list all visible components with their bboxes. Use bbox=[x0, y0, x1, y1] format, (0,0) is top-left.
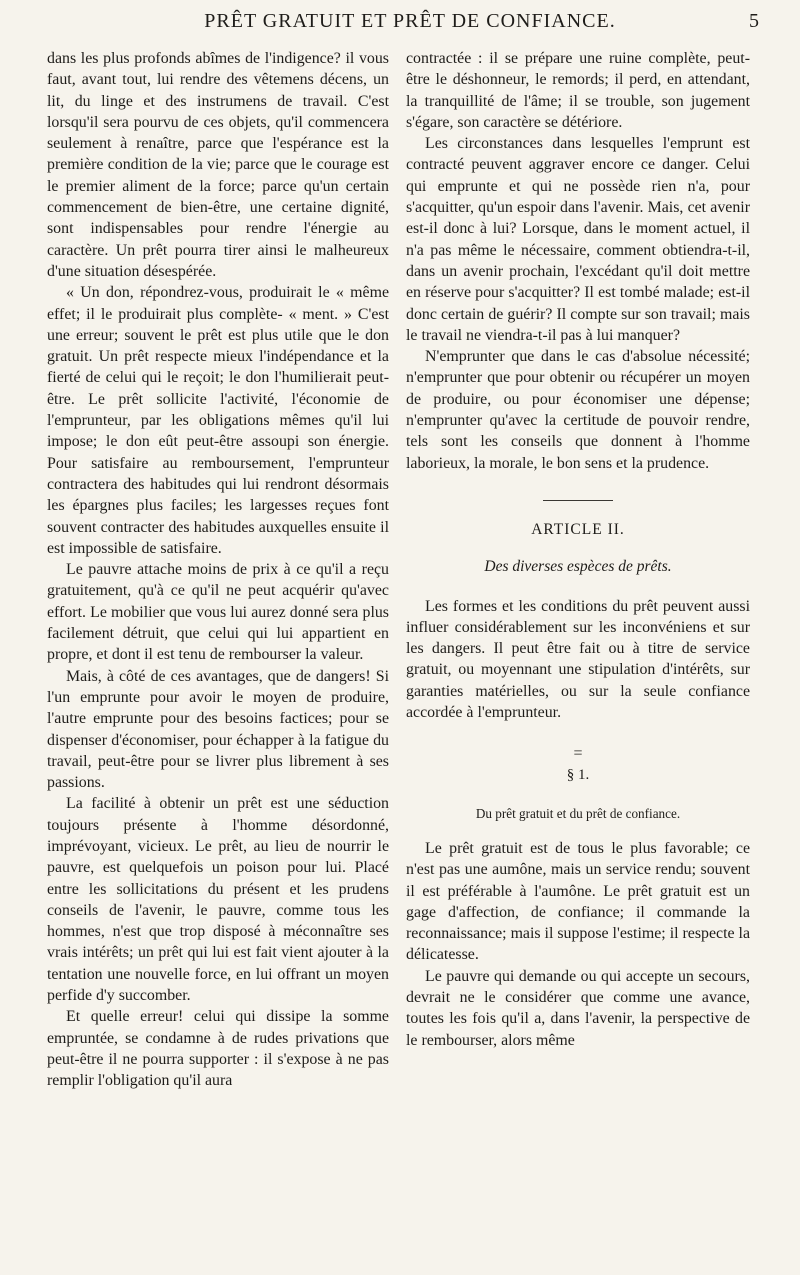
paragraph: N'emprunter que dans le cas d'absolue nécessité; n'emprunter que pour obtenir ou récupérer un moyen de produire, ou pour économiser une dépense; n'emprunter qu'avec la certitude de pouvoir rendre, tels sont les conseils que donnent à l'homme laborieux, la morale, le bon sens et la prudence. bbox=[406, 348, 750, 472]
article-title: ARTICLE II. bbox=[531, 520, 625, 538]
page-number: 5 bbox=[749, 10, 760, 32]
paragraph: La facilité à obtenir un prêt est une séduction toujours présente à l'homme désordonné, imprévoyant, vicieux. Le prêt, au lieu de nourrir le pauvre, est quelquefois un poison pour lui. Placé entre les sollicitations du présent et les prudens conseils de l'avenir, le pauvre, comme tous les hommes, n'est que trop disposé à méconnaître ses vrais intérêts; un prêt qui lui est fait vient ajouter à la tentation une nouvelle force, en lui offrant un moyen perfide d'y succomber. bbox=[47, 795, 389, 1005]
section-divider bbox=[543, 500, 613, 501]
paragraph: « Un don, répondrez-vous, produirait le « même effet; il le produirait plus complète- « ment. » C'est une erreur; souvent le prêt est plus utile que le don gratuit. Un prêt respecte mieux l'indépendance et la fierté de celui qui le reçoit; le don l'humilierait peut-être. Le prêt sollicite l'activité, l'économie de l'emprunteur, par les obligations mêmes qu'il lui impose; le don eût peut-être assoupi son énergie. Pour satisfaire au remboursement, l'emprunteur contractera des habitudes qui lui rendront désormais les épargnes plus faciles; les largesses reçues font souvent contracter des habitudes auxquelles ensuite il est impossible de satisfaire. bbox=[47, 284, 389, 557]
paragraph: Le pauvre qui demande ou qui accepte un secours, devrait ne le considérer que comme une avance, toutes les fois qu'il a, dans l'avenir, la perspective de le rembourser, alors même bbox=[406, 967, 750, 1049]
paragraph: Et quelle erreur! celui qui dissipe la somme empruntée, se condamne à de rudes privations que peut-être il ne pourra supporter : il s'expose à ne pas remplir l'obligation qu'il aura bbox=[47, 1008, 389, 1090]
running-title: PRÊT GRATUIT ET PRÊT DE CONFIANCE. bbox=[204, 10, 616, 32]
left-column bbox=[47, 48, 389, 1092]
paragraph: Mais, à côté de ces avantages, que de dangers! Si l'un emprunte pour avoir le moyen de produire, l'autre emprunte pour des besoins factices; pour se dispenser d'économiser, pour échapper à la fatigue du travail, peut-être pour se livrer plus librement à ses passions. bbox=[47, 667, 389, 792]
paragraph: dans les plus profonds abîmes de l'indigence? il vous faut, avant tout, lui rendre des vêtemens décens, un lit, du linge et des instrumens de travail. C'est lorsqu'il sera pourvu de ces objets, qu'il commencera seulement à renaître, parce que l'espérance est la première condition de la vie; parce que le courage est le premier aliment de la force; parce qu'un certain commencement de bien-être, une certaine dignité, sont indispensables pour rendre l'énergie au caractère. Un prêt pourra tirer ainsi le malheureux d'une situation désespérée. bbox=[47, 50, 389, 280]
running-header bbox=[60, 10, 760, 40]
article-subtitle: Des diverses espèces de prêts. bbox=[484, 558, 672, 576]
right-column bbox=[406, 48, 750, 1051]
paragraph: Le prêt gratuit est de tous le plus favorable; ce n'est pas une aumône, mais un service rendu; souvent il est préférable à l'aumône. Le prêt gratuit est un gage d'affection, de confiance; il commande la reconnaissance; mais il suppose l'estime; il respecte la délicatesse. bbox=[406, 839, 750, 964]
section-mark: § 1. bbox=[566, 767, 590, 784]
section-subtitle: Du prêt gratuit et du prêt de confiance. bbox=[475, 805, 681, 821]
paragraph: Le pauvre attache moins de prix à ce qu'il a reçu gratuitement, qu'à ce qu'il ne peut acquérir qu'avec effort. Le mobilier que vous lui aurez donné sera plus facilement détruit, que celui qui lui appartient en propre, et dont il est tenu de rembourser la valeur. bbox=[47, 561, 389, 664]
paragraph: Les circonstances dans lesquelles l'emprunt est contracté peuvent aggraver encore ce danger. Celui qui emprunte et qui ne possède rien n'a, pour s'acquitter, qu'un espoir dans l'avenir. Mais, cet avenir est-il donc à lui? Lorsque, dans le moment actuel, il n'a pas même le nécessaire, comment obtiendra-t-il, dans un avenir prochain, l'excédant qu'il doit mettre en réserve pour s'acquitter? Il est tombé malade; est-il donc certain de guérir? Il compte sur son travail; mais le travail ne viendra-t-il pas à lui manquer? bbox=[406, 135, 750, 344]
paragraph: Les formes et les conditions du prêt peuvent aussi influer considérablement sur les inconvéniens et sur les dangers. Il peut être fait ou à titre de service gratuit, ou moyennant une stipulation d'intérêts, sur garanties matérielles, ou sur la seule confiance accordée à l'emprunteur. bbox=[406, 597, 750, 722]
paragraph: contractée : il se prépare une ruine complète, peut-être le déshonneur, le remords; il perd, en attendant, la tranquillité de l'âme; il se trouble, son jugement s'égare, son caractère se détériore. bbox=[406, 50, 750, 131]
ornament-dash: = bbox=[573, 745, 583, 763]
